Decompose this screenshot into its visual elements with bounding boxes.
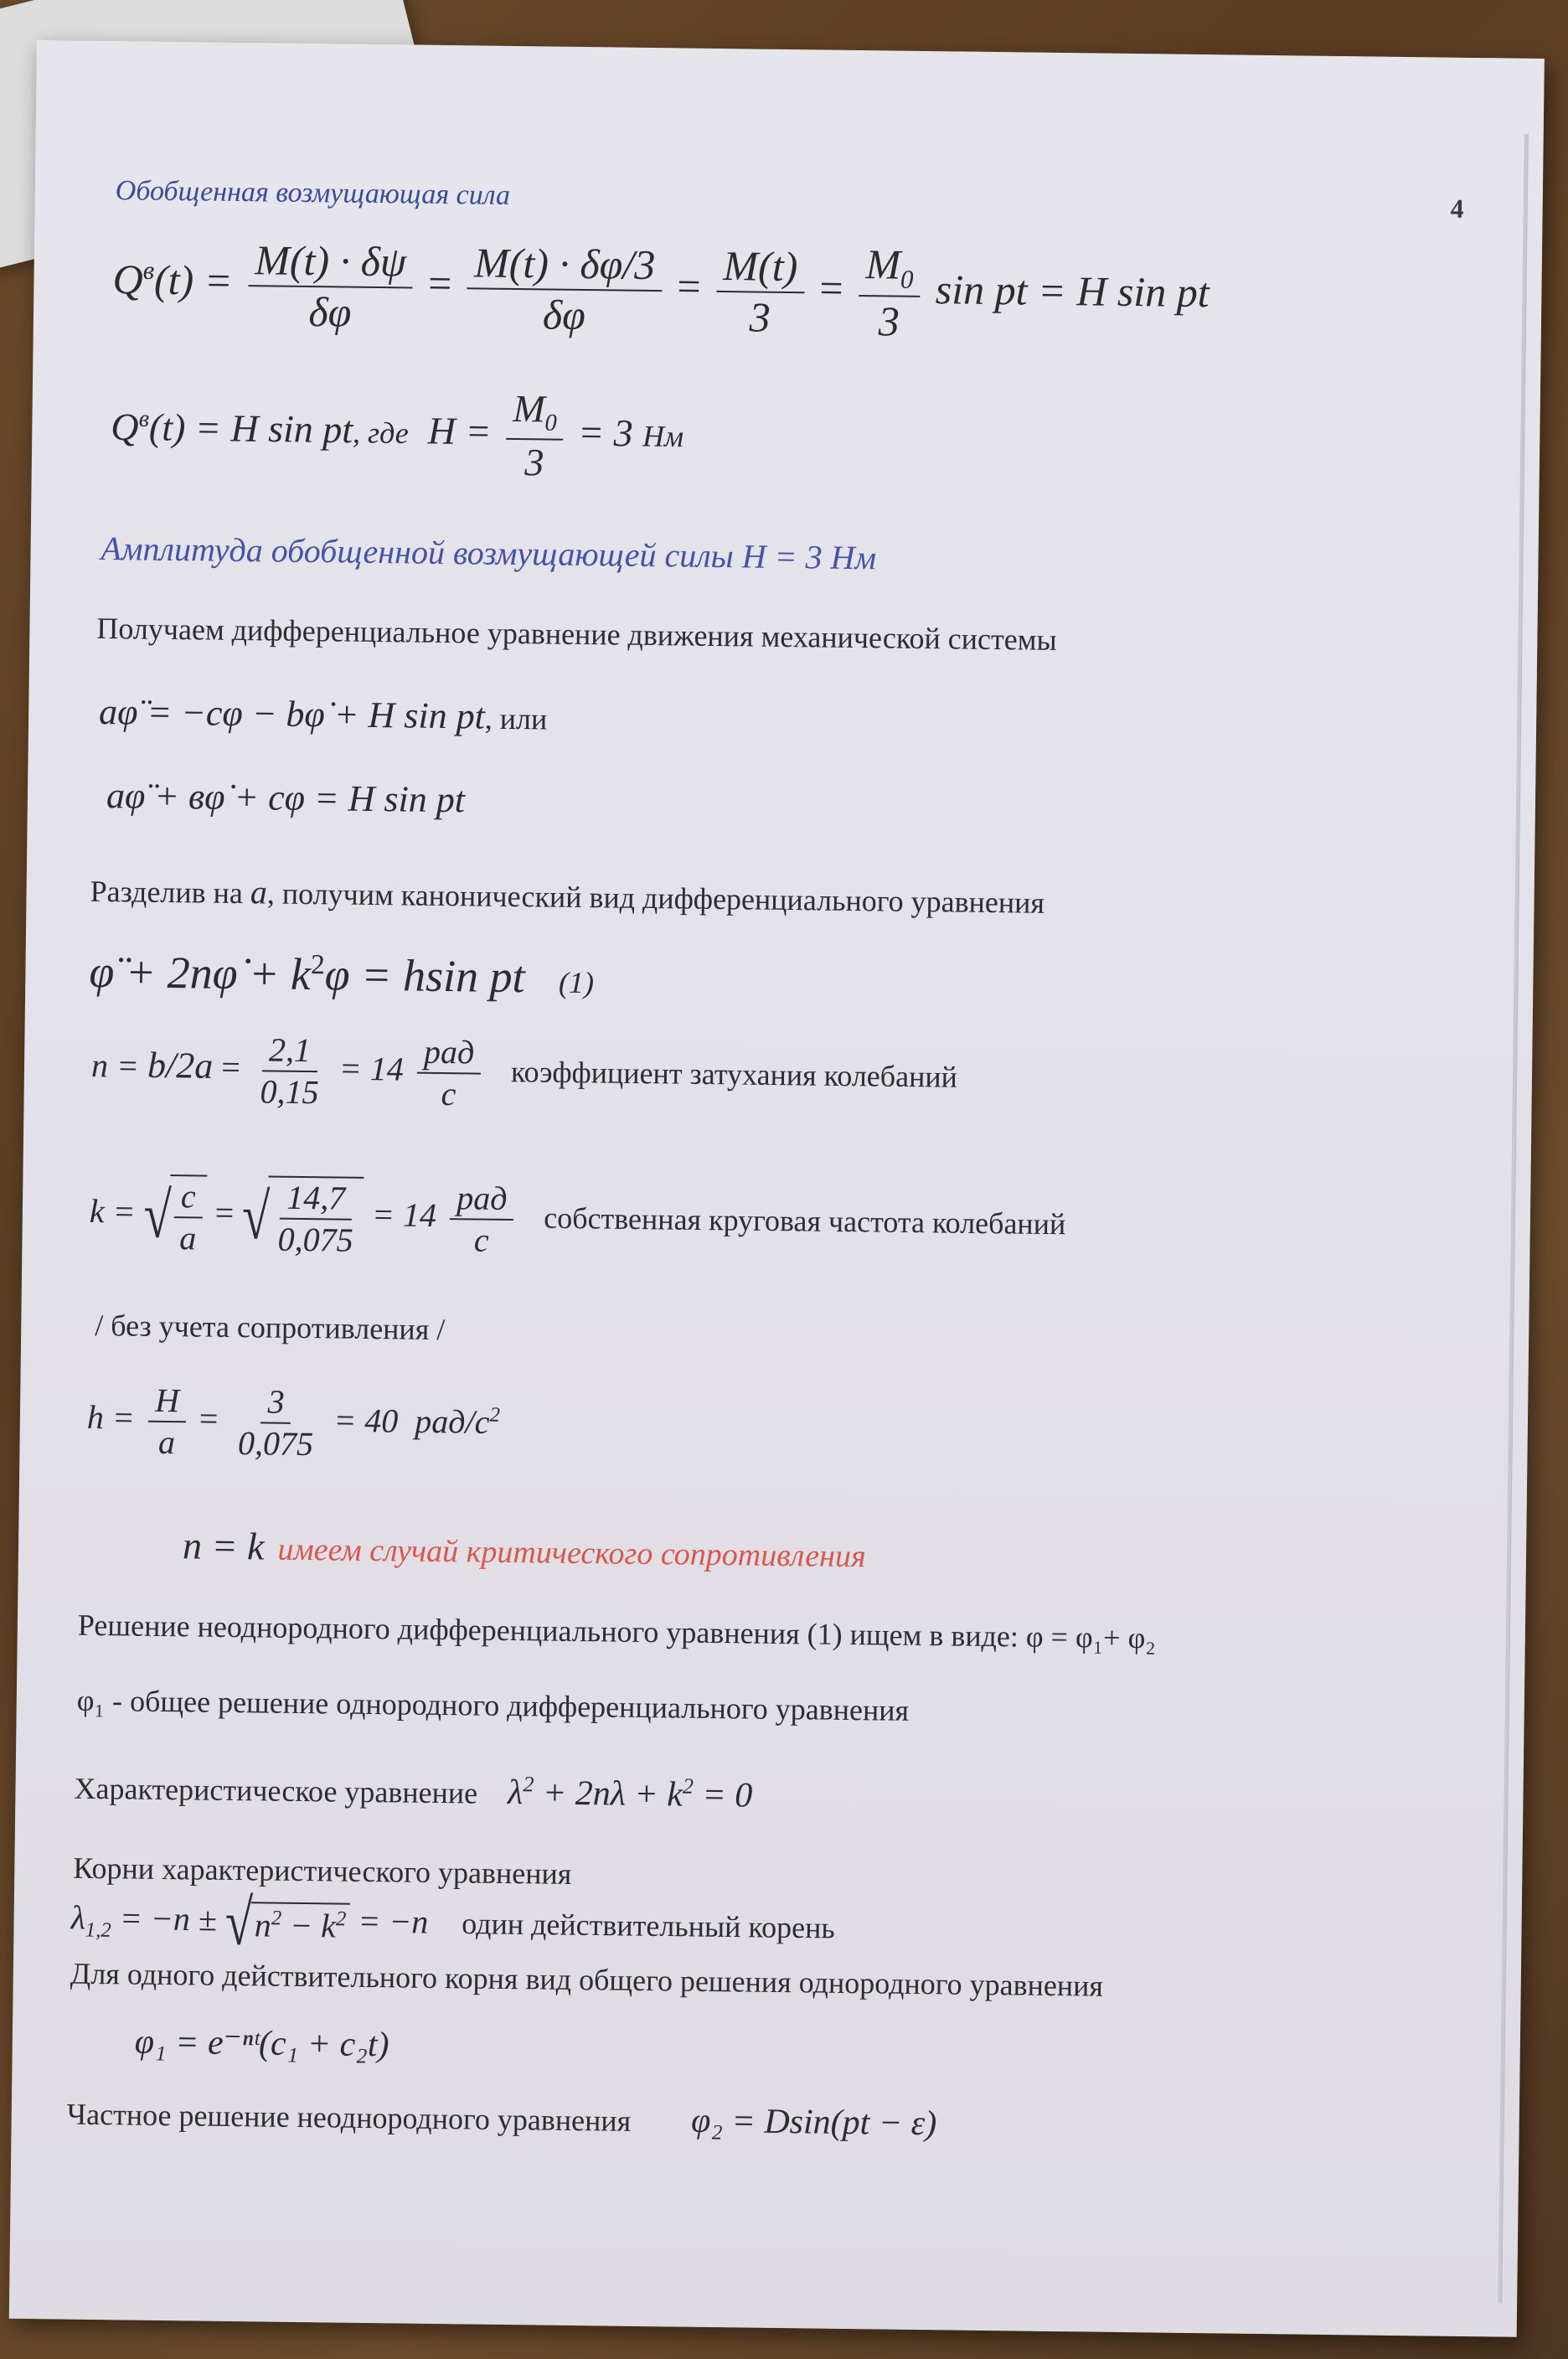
text-divide: Разделив на a, получим канонический вид дифференциального уравнения — [90, 873, 1045, 920]
text-solution-form: Решение неоднородного дифференциального уравнения (1) ищем в виде: φ = φ₁+ φ₂ — [77, 1608, 1157, 1655]
equation-canonical: φ̈ + 2nφ̇ + $k^2\varphi = hsin$ pt (1) — [89, 946, 595, 1003]
equation-damping: n = b/2a = $\frac{2,1}{0,15}$ = 14 $\frac{\text{рад}}{c}$ коэффициент затухания колебаний — [90, 1030, 958, 1113]
equation-force-amplitude: $Q^в(t) = H$ sin pt, где H = $\frac{M_0}{3}$ = 3 Нм — [111, 386, 684, 483]
fraction: $\frac{\text{рад}}{c}$ — [449, 1180, 513, 1259]
page-edge — [1498, 134, 1529, 2304]
fraction: $\frac{M(t)}{3}$ — [715, 242, 804, 340]
fraction: $\frac{M(t) \cdot \delta\varphi/3}{\delta\varphi}$ — [467, 240, 663, 339]
critical-case-line: n = k имеем случай критического сопротивления — [182, 1524, 866, 1575]
fraction: $\frac{H}{a}$ — [147, 1382, 186, 1462]
document-page — [9, 40, 1545, 2337]
equation-generalized-force: $Q^в(t)$ = $\frac{M(t) \cdot \delta\psi}{\delta\varphi}$ = $\frac{M(t) \cdot \delta\varphi/3}{\delta\varphi}$ = $\frac{M(t)}{3}$ = $\frac{M_0}{3}$ sin pt = H sin pt — [112, 235, 1210, 345]
text-roots: Корни характеристического уравнения — [73, 1851, 572, 1891]
equation-h: h = $\frac{H}{a}$ = $\frac{3}{0,075}$ = 40 рад/$c^2$ — [86, 1381, 501, 1463]
text-no-resistance: / без учета сопротивления / — [95, 1308, 446, 1347]
text-diff-equation: Получаем дифференциальное уравнение движения механической системы — [96, 611, 1057, 657]
fraction: $\frac{M_0}{3}$ — [505, 388, 564, 484]
equation-phi1: φ₁ = e⁻ⁿᵗ(c₁ + c₂t) — [134, 2022, 389, 2065]
fraction: $\frac{2,1}{0,15}$ — [260, 1030, 319, 1112]
fraction: $\frac{\text{рад}}{c}$ — [416, 1034, 481, 1113]
equation-natural-frequency: k = √ $\frac{c}{a}$ = √ $\frac{14,7}{0,075}$ = 14 $\frac{\text{рад}}{c}$ собственная круговая частота колебаний — [89, 1174, 1066, 1267]
fraction: $\frac{M_0}{3}$ — [858, 241, 921, 345]
text-characteristic-eq: Характеристическое уравнение $\lambda^2 + 2n\lambda + k^2 = 0$ — [74, 1771, 753, 1815]
fraction: $\frac{3}{0,075}$ — [237, 1382, 314, 1463]
text-general-solution: φ₁ - общее решение однородного дифференциального уравнения — [76, 1683, 910, 1727]
text-particular: Частное решение неоднородного уравнения φ₂ = Dsin(pt − ε) — [66, 2097, 937, 2144]
fraction: $\frac{M(t) \cdot \delta\psi}{\delta\varphi}$ — [247, 237, 413, 336]
equation-roots: $\lambda_{1,2} = -n$ ± √ $n^2 - k^2$ = −n один действительный корень — [70, 1886, 836, 1959]
amplitude-heading: Амплитуда обобщенной возмущающей силы H = 3 Нм — [101, 529, 877, 577]
equation-motion-1: aφ̈ = −cφ − bφ̇ + H sin pt, или — [98, 690, 548, 737]
page-header-title: Обобщенная возмущающая сила — [115, 175, 511, 211]
page-number: 4 — [1450, 193, 1464, 224]
text-one-root: Для одного действительного корня вид общего решения однородного уравнения — [70, 1956, 1104, 2003]
equation-motion-2: aφ̈ + вφ̇ + cφ = H sin pt — [106, 775, 466, 821]
